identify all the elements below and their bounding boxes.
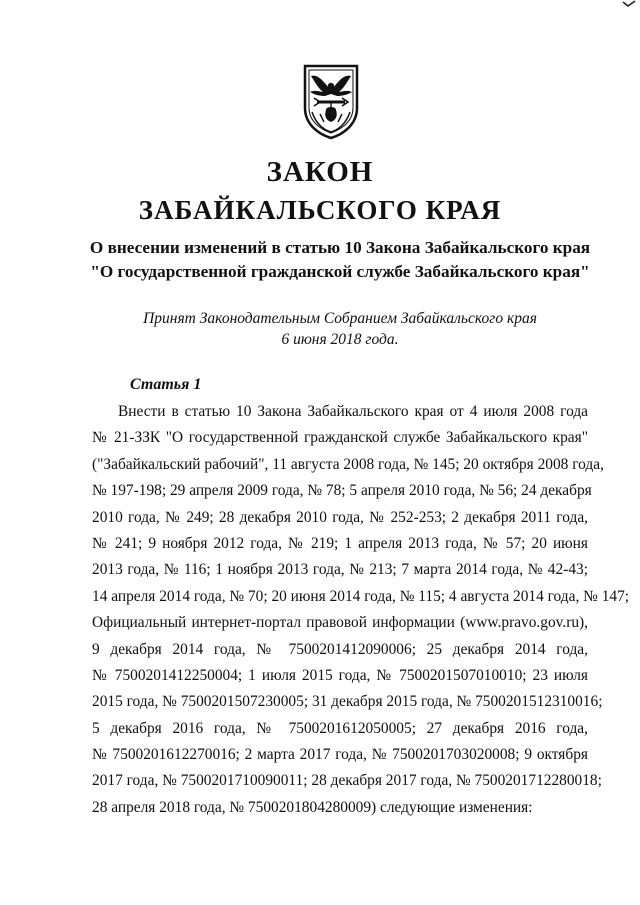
body-line: № 197-198; 29 апреля 2009 года, № 78; 5 апреля 2010 года, № 56; 24 декабря [92,482,592,500]
body-line: 2017 года, № 7500201710090011; 28 декабря 2017 года, № 7500201712280018; [92,772,602,790]
adoption-note-line-1: Принят Законодательным Собранием Забайкальского края [143,310,537,327]
adoption-note [40,308,640,350]
body-line: 2010 года, № 249; 28 декабря 2010 года, № 252-253; 2 декабря 2011 года, [92,508,588,526]
region-title: ЗАБАЙКАЛЬСКОГО КРАЯ [138,195,502,225]
scan-mark [622,0,636,8]
body-line: 9 декабря 2014 года, № 7500201412090006; 25 декабря 2014 года, [92,640,588,658]
body-line: № 21-ЗЗК "О государственной гражданской службе Забайкальского края" [92,429,588,447]
body-line: № 241; 9 ноября 2012 года, № 219; 1 апреля 2013 года, № 57; 20 июня [92,534,588,552]
body-line: 5 декабря 2016 года, № 7500201612050005; 27 декабря 2016 года, [92,719,588,737]
body-line: 2013 года, № 116; 1 ноября 2013 года, № 213; 7 марта 2014 года, № 42-43; [92,561,588,579]
body-line: № 7500201612270016; 2 марта 2017 года, № 7500201703020008; 9 октября [92,746,588,764]
body-line: 14 апреля 2014 года, № 70; 20 июня 2014 года, № 115; 4 августа 2014 года, № 147; [92,587,630,605]
law-subject-line-2: "О государственной гражданской службе Забайкальского края" [90,262,590,281]
adoption-note-line-2: 6 июня 2018 года. [281,331,399,348]
law-title: ЗАКОН [266,156,374,188]
article-body [92,399,630,821]
body-line: Официальный интернет-портал правовой информации (www.pravo.gov.ru), [92,614,588,632]
body-line: ("Забайкальский рабочий", 11 августа 2008 года, № 145; 20 октября 2008 года, [92,455,604,473]
body-line: Внести в статью 10 Закона Забайкальского края от 4 июля 2008 года [118,403,588,420]
law-subject-line-1: О внесении изменений в статью 10 Закона Забайкальского края [89,238,591,257]
coat-of-arms-icon [302,64,360,140]
body-line: 28 апреля 2018 года, № 7500201804280009) следующие изменения: [92,798,533,816]
body-line: 2015 года, № 7500201507230005; 31 декабря 2015 года, № 7500201512310016; [92,693,603,711]
article-heading: Статья 1 [130,376,202,393]
law-subject [40,236,640,284]
body-line: № 7500201412250004; 1 июля 2015 года, № 7500201507010010; 23 июля [92,666,588,684]
